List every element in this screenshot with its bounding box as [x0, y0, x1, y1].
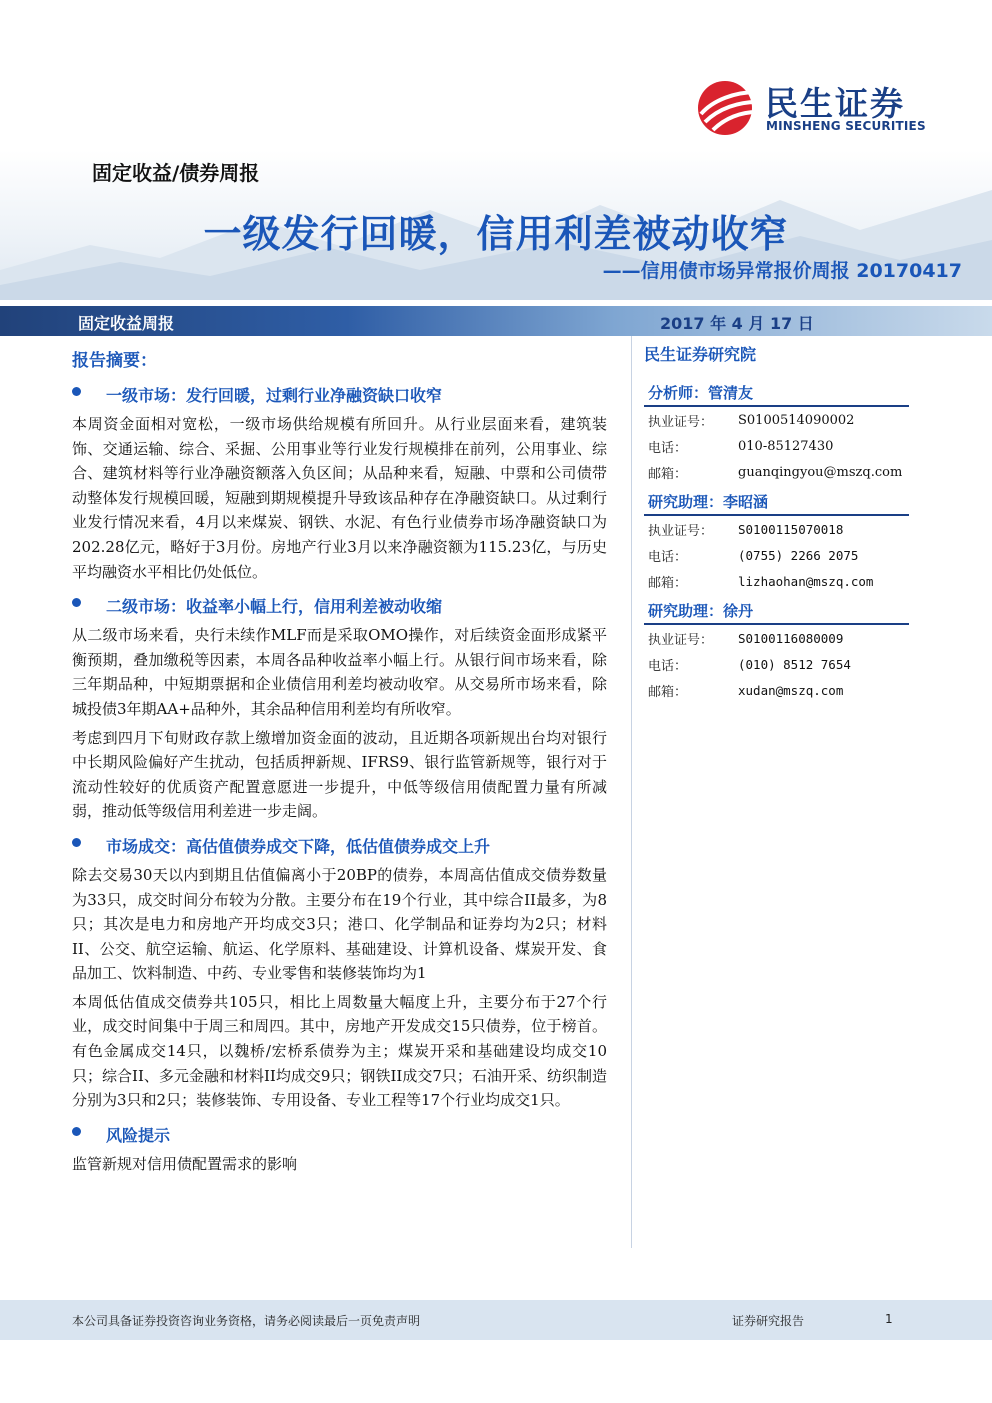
- paragraph: 考虑到四月下旬财政存款上缴增加资金面的波动，且近期各项新规出台均对银行中长期风险偏好产生扰动，包括质押新规、IFRS9、银行监管新规等，银行对于流动性较好的优质资产配置意愿进一步提升，中低等级信用债配置力量有所减弱，推动低等级信用利差进一步走阔。: [72, 728, 607, 821]
- section-heading-text: 风险提示: [106, 1125, 171, 1145]
- info-row: [644, 625, 909, 651]
- section-heading-text: 市场成交：高估值债券成交下降，低估值债券成交上升: [106, 836, 491, 856]
- summary-column: [72, 346, 607, 1180]
- summary-title: 报告摘要：: [72, 351, 157, 371]
- section-heading: [72, 1123, 607, 1146]
- section-heading-text: 二级市场：收益率小幅上行，信用利差被动收缩: [106, 597, 443, 617]
- bullet-icon: [72, 1127, 81, 1136]
- info-key: 执业证号：: [648, 414, 714, 430]
- info-row: [644, 651, 909, 677]
- bullet-icon: [72, 838, 81, 847]
- email-link[interactable]: xudan@mszq.com: [738, 682, 844, 698]
- analyst-role: 分析师：管清友: [644, 376, 909, 407]
- analyst-role: 研究助理：徐丹: [644, 594, 909, 625]
- bullet-icon: [72, 598, 81, 607]
- info-key: 执业证号：: [648, 523, 714, 539]
- email-link[interactable]: guanqingyou@mszq.com: [738, 464, 903, 480]
- analyst-sidebar: [644, 336, 909, 703]
- info-key: 电话：: [648, 549, 688, 565]
- brand-name-cn: 民生证券: [765, 84, 905, 123]
- report-title: 一级发行回暖，信用利差被动收窄: [203, 212, 789, 256]
- section-heading: [72, 834, 607, 857]
- info-row: [644, 542, 909, 568]
- bullet-icon: [72, 387, 81, 396]
- column-divider: [631, 336, 632, 1248]
- info-key: 邮箱：: [648, 575, 688, 591]
- info-row: [644, 677, 909, 703]
- info-value: S0100514090002: [738, 412, 855, 428]
- info-row: [644, 407, 909, 433]
- info-row: [644, 433, 909, 459]
- info-row: [644, 516, 909, 542]
- paragraph: 监管新规对信用债配置需求的影响: [72, 1154, 298, 1173]
- analyst-role: 研究助理：李昭涵: [644, 485, 909, 516]
- paragraph: 本周低估值成交债券共105只，相比上周数量大幅度上升，主要分布于27个行业，成交时间集中于周三和周四。其中，房地产开发成交15只债券，位于榜首。有色金属成交14只，以魏桥/宏桥系债券为主；煤炭开采和基础建设均成交10只；综合II、多元金融和材料II均成交9只；钢铁II成交7只；石油开采、纺织制造分别为3只和2只；装修装饰、专用设备、专业工程等17个行业均成交1只。: [72, 992, 607, 1110]
- info-row: [644, 459, 909, 485]
- institute-name: 民生证券研究院: [644, 345, 757, 364]
- info-value: (0755) 2266 2075: [738, 547, 859, 563]
- info-value: 010-85127430: [738, 438, 834, 454]
- band-label: 固定收益周报: [78, 314, 175, 333]
- report-subtitle: ——信用债市场异常报价周报 20170417: [602, 260, 962, 282]
- info-key: 电话：: [648, 658, 688, 674]
- brand-name-en: MINSHENG SECURITIES: [766, 119, 926, 133]
- section-heading-text: 一级市场：发行回暖，过剩行业净融资缺口收窄: [106, 386, 443, 405]
- info-value: S0100115070018: [738, 521, 844, 537]
- report-category: 固定收益/债券周报: [92, 161, 260, 185]
- info-value: S0100116080009: [738, 630, 844, 646]
- report-date: 2017 年 4 月 17 日: [660, 314, 814, 333]
- paragraph: 除去交易30天以内到期且估值偏离小于20BP的债券，本周高估值成交债券数量为33只，成交时间分布较为分散。主要分布在19个行业，其中综合II最多，为8只；其次是电力和房地产开均成交3只；港口、化学制品和证券均为2只；材料II、公交、航空运输、航运、化学原料、基础建设、计算机设备、煤炭开发、食品加工、饮料制造、中药、专业零售和装修装饰均为1: [72, 865, 607, 983]
- info-key: 执业证号：: [648, 632, 714, 648]
- brand-logo: [695, 78, 925, 138]
- info-key: 邮箱：: [648, 466, 688, 482]
- section-heading: [72, 594, 607, 617]
- section-heading: [72, 383, 607, 406]
- page-number: 1: [885, 1312, 893, 1326]
- info-key: 电话：: [648, 440, 688, 456]
- info-row: [644, 568, 909, 594]
- paragraph: 本周资金面相对宽松，一级市场供给规模有所回升。从行业层面来看，建筑装饰、交通运输、综合、采掘、公用事业等行业发行规模排在前列，公用事业、综合、建筑材料等行业净融资额落入负区间；从品种来看，短融、中票和公司债带动整体发行规模回暖，短融到期规模提升导致该品种存在净融资缺口。从过剩行业发行情况来看，4月以来煤炭、钢铁、水泥、有色行业债券市场净融资缺口为202.28亿元，略好于3月份。房地产行业3月以来净融资额为115.23亿，与历史平均融资水平相比仍处低位。: [72, 415, 607, 581]
- info-key: 邮箱：: [648, 684, 688, 700]
- info-value: (010) 8512 7654: [738, 656, 851, 672]
- paragraph: 从二级市场来看，央行未续作MLF而是采取OMO操作，对后续资金面形成紧平衡预期，叠加缴税等因素，本周各品种收益率小幅上行。从银行间市场来看，除三年期品种，中短期票据和企业债信用利差均被动收窄。从交易所市场来看，除城投债3年期AA+品种外，其余品种信用利差均有所收窄。: [72, 626, 607, 718]
- email-link[interactable]: lizhaohan@mszq.com: [738, 573, 874, 589]
- footer-disclaimer: 本公司具备证券投资咨询业务资格，请务必阅读最后一页免责声明: [72, 1314, 421, 1328]
- brand-logo-icon: [695, 78, 759, 136]
- footer-doc-type: 证券研究报告: [732, 1314, 805, 1328]
